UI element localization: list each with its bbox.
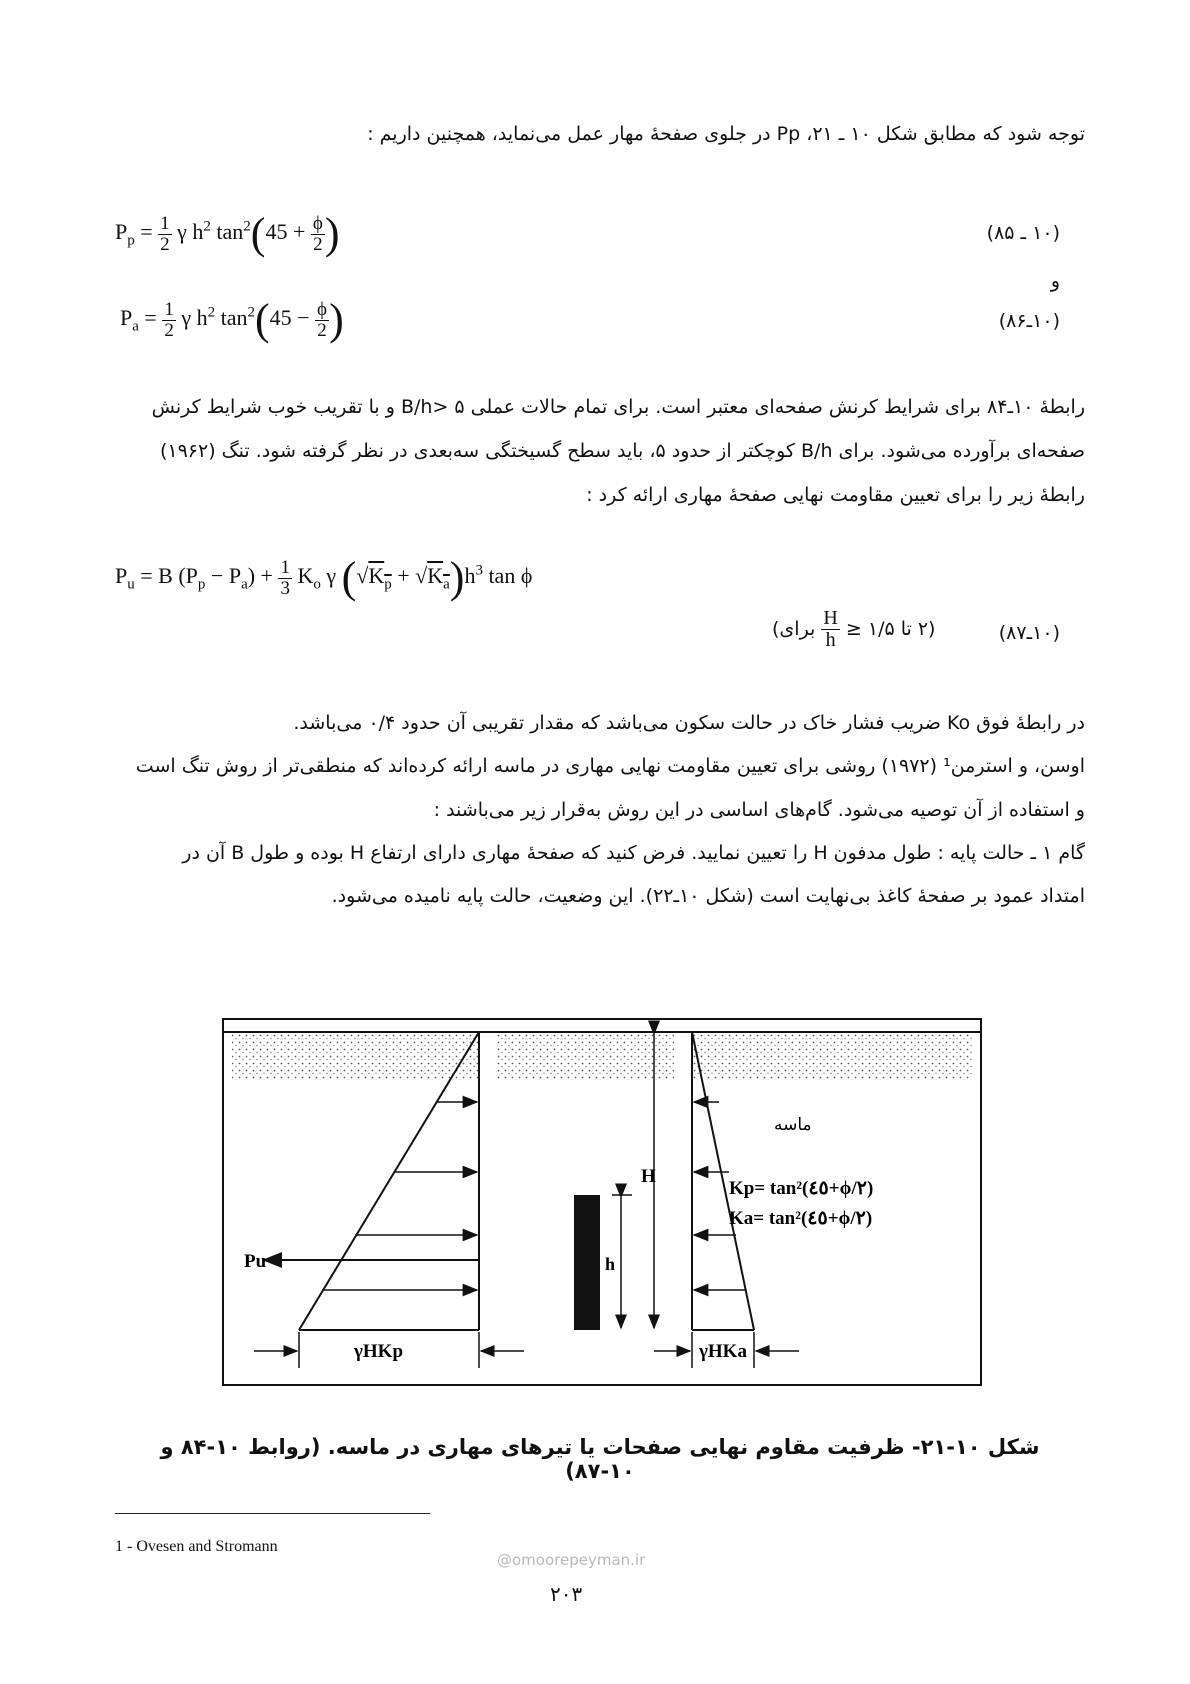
para2-line-5: امتداد عمود بر صفحهٔ کاغذ بی‌نهایت است (شکل ۱۰ـ۲۲). این وضعیت، حالت پایه نامیده می‌شود.	[331, 885, 1085, 907]
figure-drawing	[224, 1020, 980, 1384]
para2-line-2: اوسن، و استرمن¹ (۱۹۷۲) روشی برای تعیین مقاومت نهایی مهاری در ماسه ارائه کرده‌اند که منطقی‌تر از روش تنگ است	[135, 755, 1085, 777]
ghka-label: γHKa	[699, 1341, 747, 1362]
sand-texture	[232, 1034, 972, 1080]
equation-86: $P_a$ = $\frac{1}{2}$ γ $h^2$ $\tan^2(45$ − $\frac{\phi}{2}$ )	[120, 295, 344, 344]
para1-line-1: رابطهٔ ۱۰ـ۸۴ برای شرایط کرنش صفحه‌ای معتبر است. برای تمام حالات عملی B/h> ۵ و با تقریب خوب شرایط کرنش	[151, 396, 1085, 418]
h-label: h	[605, 1254, 616, 1274]
para1-line-2: صفحه‌ای برآورده می‌شود. برای B/h کوچکتر از حدود ۵، باید سطح گسیختگی سه‌بعدی در نظر گرفته شود. تنگ (۱۹۶۲)	[159, 440, 1085, 462]
para2-line-3: و استفاده از آن توصیه می‌شود. گام‌های اساسی در این روش به‌قرار زیر می‌باشند :	[433, 799, 1085, 821]
watermark-text: @omoorepeyman.ir	[497, 1551, 646, 1569]
eq85-lhs: P	[115, 219, 128, 245]
pu-label: Pu	[244, 1251, 267, 1272]
equation-85-number: (۱۰ ـ ۸۵)	[986, 222, 1060, 244]
anchor-plate	[574, 1195, 600, 1330]
kp-formula: Kp= tan²(٤٥+ϕ/٢)	[729, 1178, 874, 1199]
H-label: H	[641, 1166, 656, 1187]
ka-formula: Ka= tan²(٤٥+ϕ/٢)	[729, 1208, 873, 1229]
anchor-figure	[222, 1018, 982, 1386]
ghkp-label: γHKp	[354, 1341, 404, 1362]
equation-87-condition: (۲ تا ۱/۵ ≤ $\frac{H}{h}$ برای)	[772, 607, 936, 651]
footnote: 1 - Ovesen and Stromann	[115, 1538, 278, 1555]
equation-85: $P_p$ = $\frac{1}{2}$ γ $h^2$ $\tan^2(45$ + $\frac{\phi}{2}$ )	[115, 209, 340, 258]
para2-line-4: گام ۱ ـ حالت پایه : طول مدفون H را تعیین نمایید. فرض کنید که صفحهٔ مهاری دارای ارتفاع H بوده و طول B آن در	[182, 842, 1085, 864]
para2-line-1: در رابطهٔ فوق Ko ضریب فشار خاک در حالت سکون می‌باشد که مقدار تقریبی آن حدود ۰/۴ می‌باشد.	[293, 712, 1085, 734]
para1-line-3: رابطهٔ زیر را برای تعیین مقاومت نهایی صفحهٔ مهاری ارائه کرد :	[586, 484, 1085, 506]
equation-87-number: (۱۰ـ۸۷)	[998, 622, 1060, 644]
footnote-rule	[115, 1513, 430, 1514]
figure-caption: شکل ۱۰-۲۱- ظرفیت مقاوم نهایی صفحات یا تیرهای مهاری در ماسه. (روابط ۱۰-۸۴ و ۱۰-۸۷)	[160, 1435, 1040, 1483]
intro-line: توجه شود که مطابق شکل ۱۰ ـ ۲۱، Pp در جلوی صفحهٔ مهار عمل می‌نماید، همچنین داریم :	[367, 123, 1085, 145]
equation-86-number: (۱۰ـ۸۶)	[998, 310, 1060, 332]
page-number: ۲۰۳	[550, 1582, 583, 1606]
and-word: و	[1050, 270, 1060, 292]
sand-label: ماسه	[774, 1115, 812, 1135]
equation-87: $P_u = B$ $(P_p - P_a)$ + $\frac{1}{3}$ $K_o$ γ $(√K_p + √K_a)h^3$ tan ϕ	[115, 553, 533, 602]
